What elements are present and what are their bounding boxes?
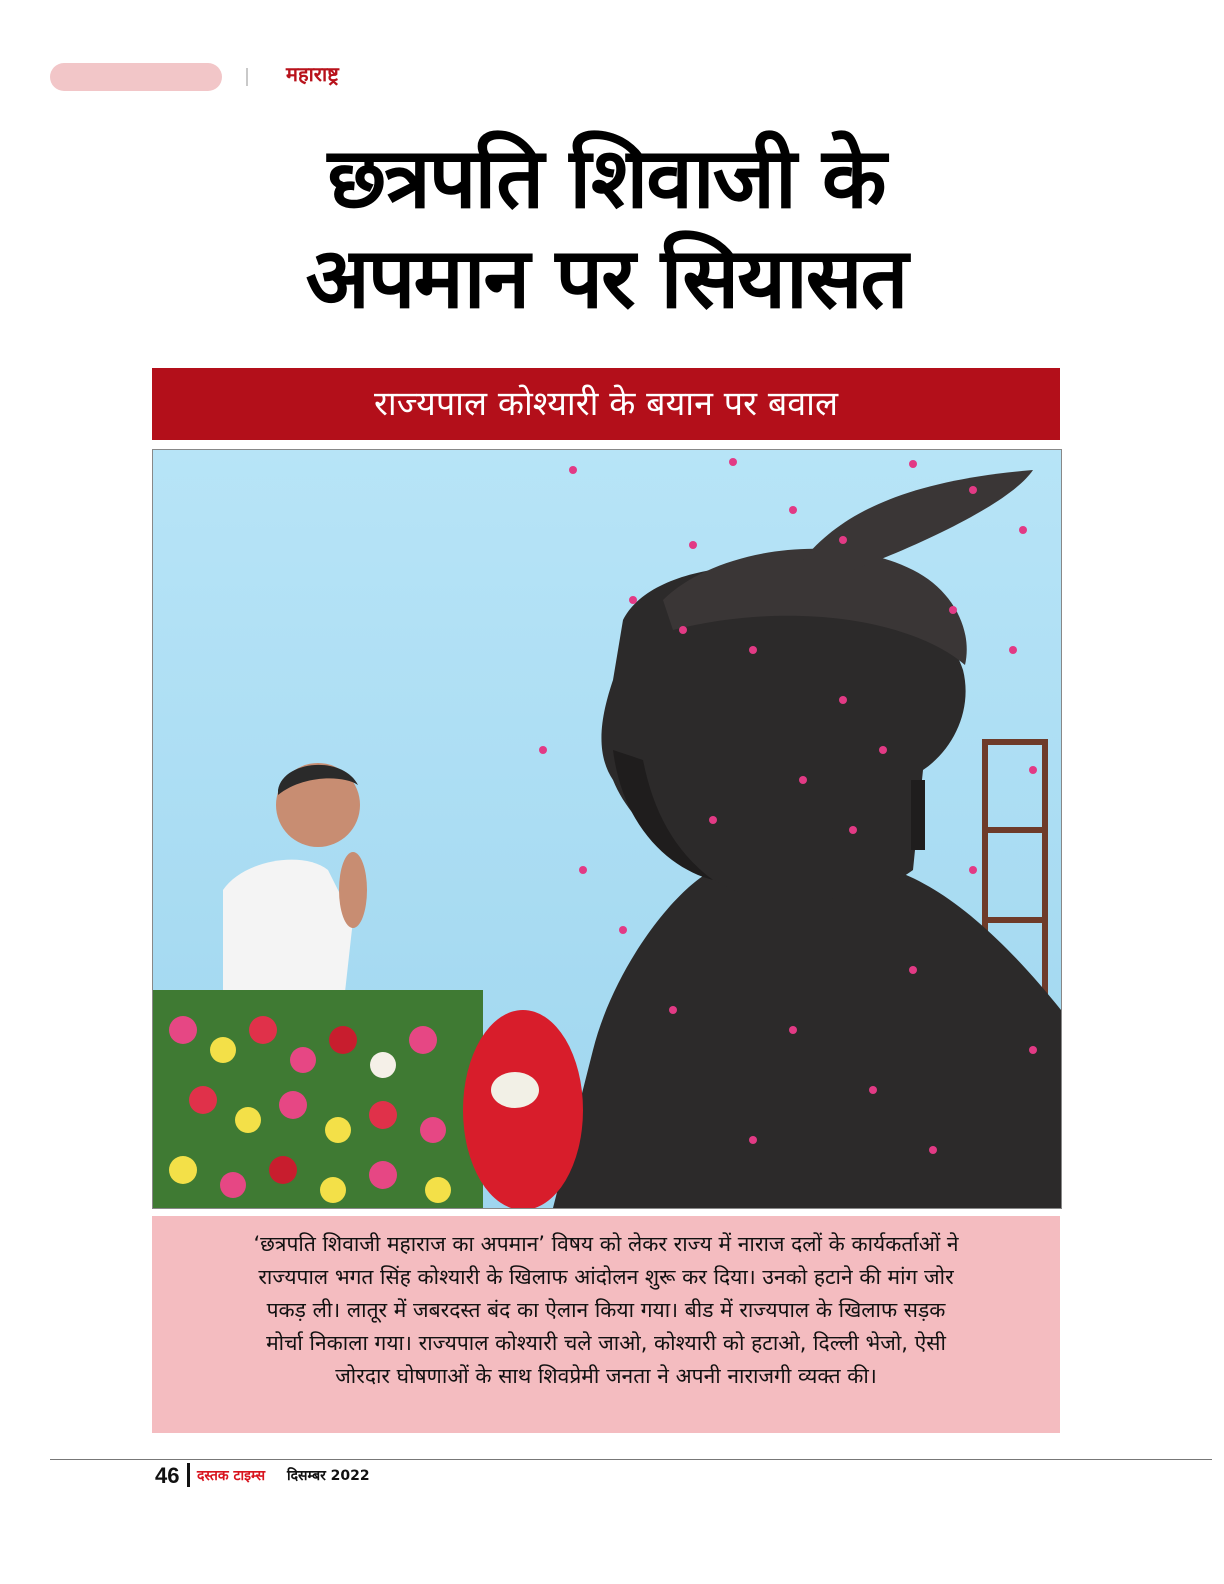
article-photo [152,449,1062,1209]
caption-text [172,1228,1040,1393]
page-number: 46 [155,1463,180,1488]
caption-line: पकड़ ली। लातूर में जबरदस्त बंद का ऐलान किया गया। बीड में राज्यपाल के खिलाफ सड़क [266,1298,946,1322]
issue-date: दिसम्बर 2022 [287,1468,370,1484]
header-pill [50,63,222,91]
caption-line: ‘छत्रपति शिवाजी महाराज का अपमान’ विषय को लेकर राज्य में नाराज दलों के कार्यकर्ताओं ने [253,1232,959,1256]
caption-line: जोरदार घोषणाओं के साथ शिवप्रेमी जनता ने अपनी नाराजगी व्यक्त की। [335,1364,877,1388]
header-divider [246,68,248,86]
caption-line: राज्यपाल भगत सिंह कोश्यारी के खिलाफ आंदोलन शुरू कर दिया। उनको हटाने की मांग जोर [258,1265,954,1289]
headline-line-2: अपमान पर सियासत [305,229,907,327]
subheading-banner: राज्यपाल कोश्यारी के बयान पर बवाल [152,368,1060,440]
magazine-logo: दस्तक टाइम्स [197,1468,266,1484]
flowers [153,990,583,1208]
section-label: महाराष्ट्र [286,62,339,86]
caption-box [152,1216,1060,1433]
headline [150,128,1062,328]
footer-rule [50,1459,1212,1460]
footer-divider [187,1463,190,1487]
headline-line-1: छत्रपति शिवाजी के [327,129,885,227]
caption-line: मोर्चा निकाला गया। राज्यपाल कोश्यारी चले जाओ, कोश्यारी को हटाओ, दिल्ली भेजो, ऐसी [266,1331,946,1355]
